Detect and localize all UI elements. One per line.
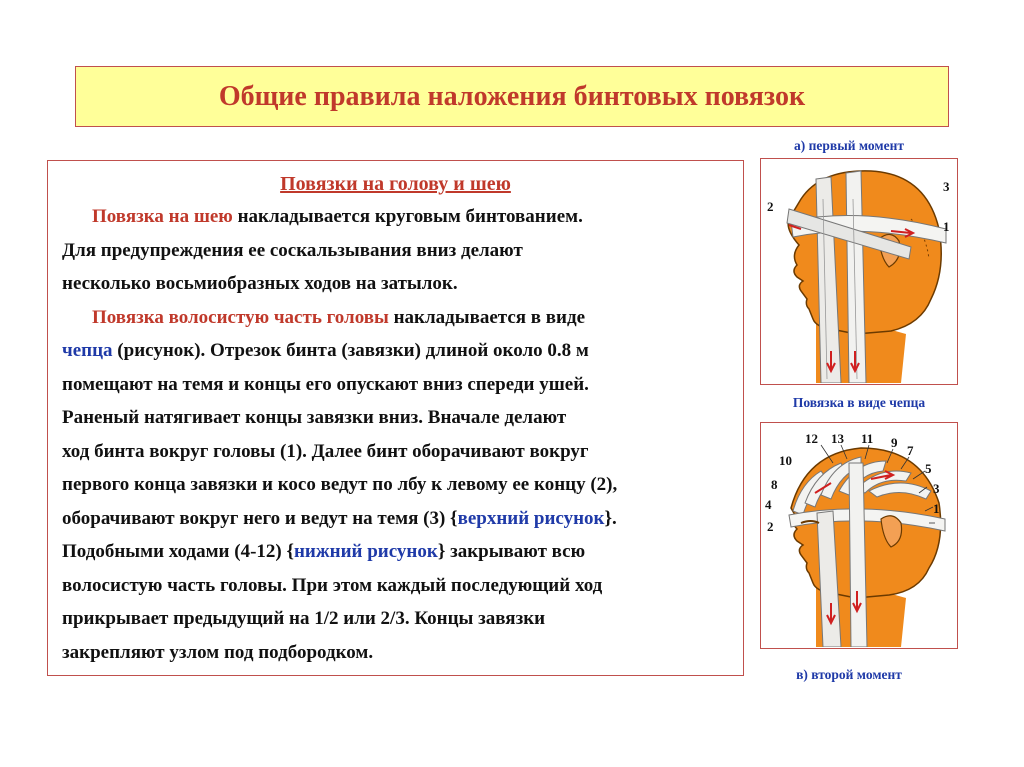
text-line: несколько восьмиобразных ходов на затылок.: [62, 273, 458, 294]
text-line: прикрывает предыдущий на 1/2 или 2/3. Концы завязки: [62, 608, 546, 629]
figure-first-moment: [760, 158, 958, 385]
label-11: 11: [861, 431, 874, 446]
term-scalp-bandage: Повязка волосистую часть головы: [92, 306, 389, 328]
text-line: помещают на темя и концы его опускают вниз спереди ушей.: [62, 373, 589, 395]
label-1: 1: [943, 219, 950, 234]
text-line: накладывается круговым бинтованием.: [232, 206, 583, 227]
middle-figure-caption: Повязка в виде чепца: [792, 395, 926, 410]
text-line: (рисунок). Отрезок бинта (завязки) длиной около 0.8 м: [112, 340, 589, 361]
text-line: оборачивают вокруг него и ведут на темя (3) {: [62, 507, 458, 529]
label-9: 9: [891, 435, 898, 450]
term-neck-bandage: Повязка на шею: [92, 206, 233, 227]
label-12: 12: [805, 431, 818, 446]
text-line: }.: [604, 507, 617, 529]
label-4: 4: [765, 497, 772, 512]
label-1: 1: [933, 501, 940, 516]
figure-second-moment: [760, 422, 958, 649]
text-line: ход бинта вокруг головы (1). Далее бинт оборачивают вокруг: [62, 440, 589, 462]
text-line: } закрывают всю: [437, 541, 586, 562]
label-5: 5: [925, 461, 932, 476]
text-line: волосистую часть головы. При этом каждый последующий ход: [62, 574, 603, 596]
label-8: 8: [771, 477, 778, 492]
text-line: закрепляют узлом под подбородком.: [62, 641, 374, 663]
text-line: Раненый натягивает концы завязки вниз. Вначале делают: [62, 407, 567, 428]
label-13: 13: [831, 431, 844, 446]
head-illustration-top: [761, 159, 956, 383]
label-2: 2: [767, 519, 774, 534]
paragraph-scalp: [62, 301, 729, 670]
label-3: 3: [943, 179, 950, 194]
label-7: 7: [907, 443, 914, 458]
title-banner: [75, 66, 949, 127]
label-3: 3: [933, 481, 940, 496]
section-heading: Повязки на голову и шею: [280, 173, 511, 195]
top-figure-caption: а) первый момент: [794, 138, 904, 153]
text-line: Для предупреждения ее соскальзывания вниз делают: [62, 239, 523, 261]
term-chepets: чепца: [62, 340, 113, 361]
text-line: Подобными ходами (4-12) {: [62, 541, 294, 562]
text-panel: [47, 160, 744, 676]
paragraph-neck: [62, 200, 729, 301]
label-10: 10: [779, 453, 792, 468]
ref-top-figure: верхний рисунок: [457, 507, 605, 529]
text-line: первого конца завязки и косо ведут по лбу к левому ее концу (2),: [62, 474, 618, 495]
ref-bottom-figure: нижний рисунок: [293, 541, 438, 562]
label-2: 2: [767, 199, 774, 214]
page-title: Общие правила наложения бинтовых повязок: [218, 80, 806, 112]
bottom-figure-caption: в) второй момент: [796, 667, 902, 682]
text-line: накладывается в виде: [388, 306, 586, 328]
